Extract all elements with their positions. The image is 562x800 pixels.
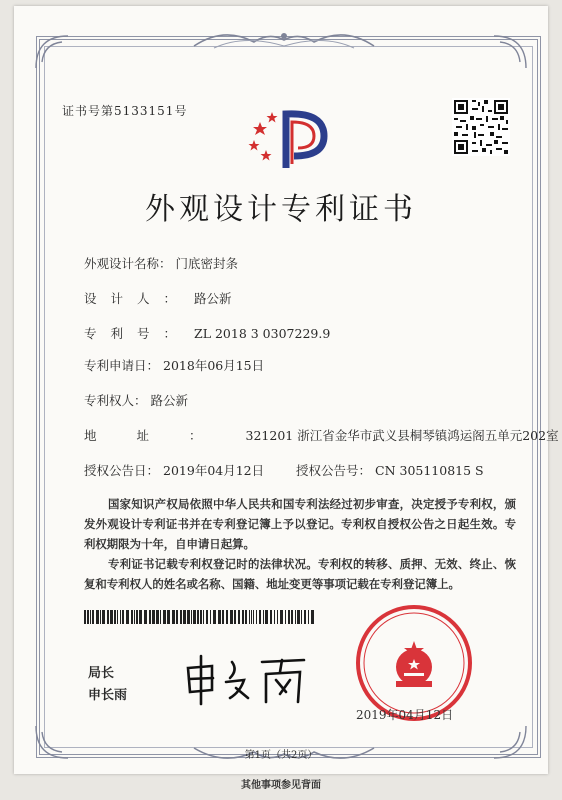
barcode — [84, 610, 314, 624]
certificate-number: 证书号第5133151号 — [62, 104, 188, 118]
field-patentee — [84, 391, 188, 409]
corner-ornament-tl — [32, 32, 72, 72]
field-value: CN 305110815 S — [375, 463, 484, 478]
paragraph-grant: 国家知识产权局依照中华人民共和国专利法经过初步审查，决定授予专利权，颁发外观设计专利证书并在专利登记簿上予以登记。专利权自授权公告之日起生效。专利权期限为十年，自申请日起算。 — [84, 497, 516, 551]
field-label: 专利申请日： — [84, 358, 160, 373]
field-value: 2018年06月15日 — [163, 358, 265, 373]
field-label: 外观设计名称： — [84, 256, 172, 271]
field-designer — [84, 289, 232, 307]
certificate-sheet — [14, 6, 559, 774]
field-grant-number — [296, 461, 484, 479]
director-title: 局长 — [88, 666, 115, 681]
seal-date: 2019年04月12日 — [356, 708, 454, 722]
field-label: 授权公告日： — [84, 463, 160, 478]
director-name: 申长雨 — [88, 688, 128, 703]
field-application-date — [84, 356, 264, 374]
field-value: 路公新 — [194, 291, 232, 306]
field-label: 地址： — [84, 428, 242, 443]
field-label: 设计人： — [84, 291, 191, 306]
official-seal — [354, 603, 474, 723]
field-value: 门底密封条 — [175, 256, 239, 271]
field-value: 路公新 — [150, 393, 189, 408]
field-label: 授权公告号： — [296, 463, 372, 478]
field-address — [84, 426, 559, 444]
field-design-name — [84, 254, 238, 272]
top-ornament — [184, 24, 384, 54]
certificate-title: 外观设计专利证书 — [145, 192, 417, 227]
page-number: 第1页（共2页） — [244, 750, 318, 761]
patent-office-logo — [246, 106, 336, 174]
qr-code — [452, 98, 510, 156]
field-value: ZL 2018 3 0307229.9 — [194, 326, 331, 341]
paragraph-legal-status: 专利证书记载专利权登记时的法律状况。专利权的转移、质押、无效、终止、恢复和专利权人的姓名或名称、国籍、地址变更等事项记载在专利登记簿上。 — [84, 557, 516, 591]
footer-note: 其他事项参见背面 — [241, 780, 321, 791]
field-value: 321201 浙江省金华市武义县桐琴镇鸿运阁五单元202室 — [245, 428, 559, 443]
field-label: 专利号： — [84, 326, 191, 341]
corner-ornament-tr — [490, 32, 530, 72]
field-patent-number — [84, 324, 330, 342]
director-signature — [182, 652, 312, 706]
field-grant-date — [84, 461, 264, 479]
field-label: 专利权人： — [84, 393, 147, 408]
field-value: 2019年04月12日 — [163, 463, 265, 478]
